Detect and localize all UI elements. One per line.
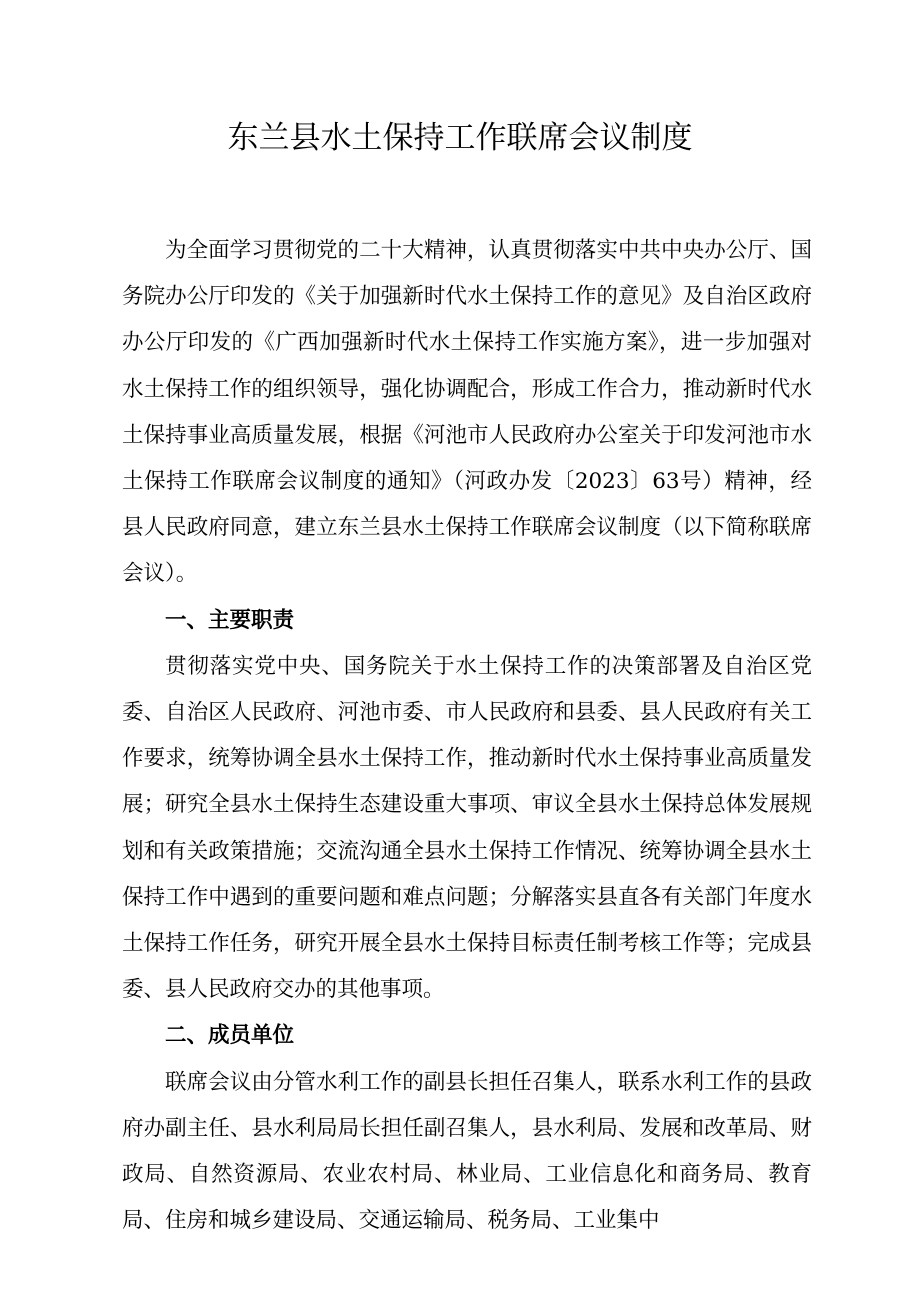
section-heading-members: 二、成员单位 (165, 1023, 295, 1049)
section-text-duties: 贯彻落实党中央、国务院关于水土保持工作的决策部署及自治区党委、自治区人民政府、河池市委、市人民政府和县委、县人民政府有关工作要求，统筹协调全县水土保持工作，推动新时代水土保持事业高质量发展；研究全县水土保持生态建设重大事项、审议全县水土保持总体发展规划和有关政策措施；交流沟通全县水土保持工作情况、统筹协调全县水土保持工作中遇到的重要问题和难点问题；分解落实县直各有关部门年度水土保持工作任务，研究开展全县水土保持目标责任制考核工作等；完成县委、县人民政府交办的其他事项。 (122, 653, 812, 1003)
section-heading-duties: 一、主要职责 (165, 607, 295, 633)
intro-paragraph: 为全面学习贯彻党的二十大精神，认真贯彻落实中共中央办公厅、国务院办公厅印发的《关于加强新时代水土保持工作的意见》及自治区政府办公厅印发的《广西加强新时代水土保持工作实施方案》，进一步加强对水土保持工作的组织领导，强化协调配合，形成工作合力，推动新时代水土保持事业高质量发展，根据《河池市人民政府办公室关于印发河池市水土保持工作联席会议制度的通知》（河政办发〔2023〕63号）精神，经县人民政府同意，建立东兰县水土保持工作联席会议制度（以下简称联席会议）。 (122, 238, 812, 587)
section-text-members: 联席会议由分管水利工作的副县长担任召集人，联系水利工作的县政府办副主任、县水利局局长担任副召集人，县水利局、发展和改革局、财政局、自然资源局、农业农村局、林业局、工业信息化和商务局、教育局、住房和城乡建设局、交通运输局、税务局、工业集中 (122, 1069, 812, 1234)
document-title: 东兰县水土保持工作联席会议制度 (227, 120, 693, 156)
document-body (122, 228, 812, 1244)
